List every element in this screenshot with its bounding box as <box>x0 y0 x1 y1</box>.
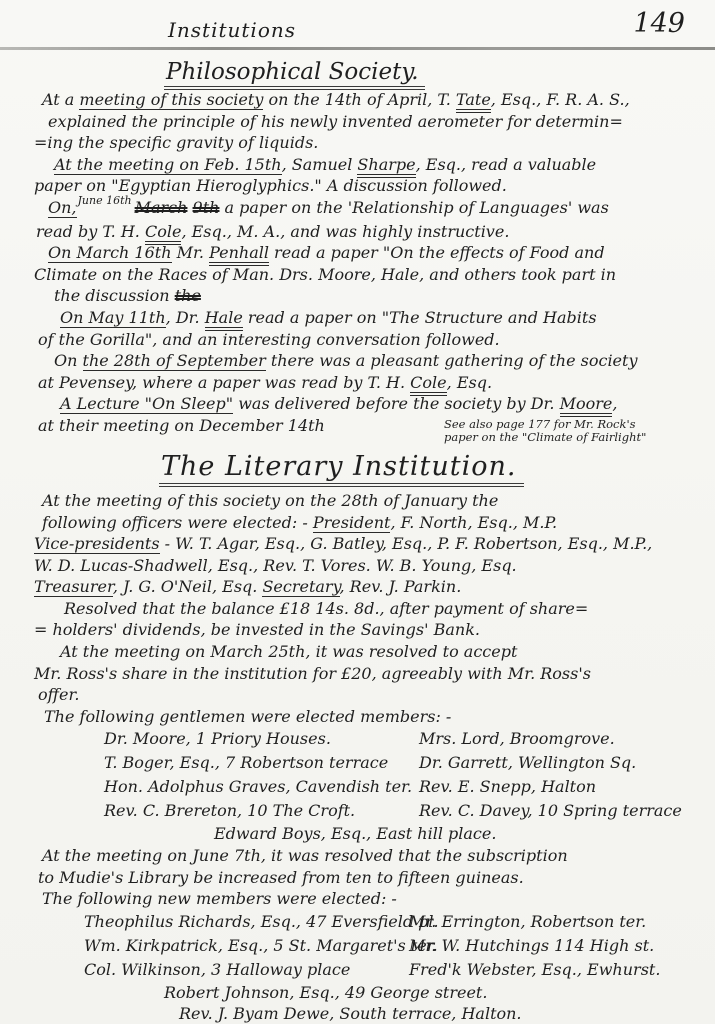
line-text <box>42 513 557 533</box>
margin-note <box>444 415 689 445</box>
handwritten-text: read a paper "On the effects of Food and <box>268 243 605 263</box>
manuscript-line <box>34 619 695 641</box>
handwritten-text: Penhall <box>209 243 269 266</box>
line-text <box>48 243 605 266</box>
member-row <box>34 934 695 958</box>
line-text <box>34 664 591 683</box>
member-entry-left: Dr. Moore, 1 Priory Houses. <box>104 729 331 749</box>
struck-text: March <box>134 197 188 217</box>
line-text <box>54 155 596 178</box>
handwritten-text: paper on "Egyptian Hieroglyphics." A discussion followed. <box>34 176 507 196</box>
line-text <box>38 330 500 349</box>
line-text <box>60 394 617 417</box>
handwritten-text: , Rev. J. Parkin. <box>339 577 462 597</box>
handwritten-text: was delivered before the society by Dr. <box>233 394 560 414</box>
handwritten-text: , Esq. <box>446 372 493 392</box>
handwritten-text: following officers were elected: - <box>42 512 313 532</box>
page-header <box>0 0 715 52</box>
manuscript-line <box>44 706 695 728</box>
handwritten-text: At the meeting on March 25th, it was resolved to accept <box>60 642 518 662</box>
member-entry-right: Fred'k Webster, Esq., Ewhurst. <box>409 959 661 979</box>
handwritten-text: On <box>54 351 83 371</box>
member-entry-left: Wm. Kirkpatrick, Esq., 5 St. Margaret's ter. <box>84 935 438 955</box>
handwritten-text: , Esq., M. A., and was highly instructive. <box>181 221 510 241</box>
manuscript-line <box>164 982 695 1004</box>
handwritten-text: A Lecture "On Sleep" <box>60 394 234 414</box>
handwritten-text: the discussion <box>54 286 175 306</box>
handwritten-text: , <box>612 394 618 414</box>
handwritten-text: at their meeting on December 14th <box>38 415 325 435</box>
line-text <box>179 1004 522 1023</box>
handwritten-text: At the meeting of this society on the 28th of January the <box>42 490 499 510</box>
handwritten-text: there was a pleasant gathering of the society <box>265 351 638 371</box>
handwritten-text: W. D. Lucas-Shadwell, Esq., Rev. T. Vores. W. B. Young, Esq. <box>34 555 517 575</box>
struck-text: the <box>174 286 201 306</box>
line-text <box>42 90 630 113</box>
manuscript-line <box>54 350 695 372</box>
manuscript-line <box>48 193 695 221</box>
manuscript-line <box>54 154 695 176</box>
handwritten-text: on the 14th of April, T. <box>263 90 456 109</box>
manuscript-line <box>42 512 695 534</box>
handwritten-text: Treasurer <box>34 577 113 597</box>
manuscript-line <box>42 845 695 867</box>
line-text <box>42 889 397 908</box>
manuscript-line <box>48 242 695 264</box>
manuscript-line <box>54 285 695 307</box>
manuscript-line <box>34 533 695 555</box>
line-text <box>164 983 487 1002</box>
handwritten-text: at Pevensey, where a paper was read by T. H. <box>38 372 411 392</box>
line-text <box>34 133 318 152</box>
handwritten-text: Cole <box>410 373 446 396</box>
handwritten-text: Climate on the Races of Man. Drs. Moore, Hale, and others took part in <box>34 264 617 284</box>
line-text <box>60 642 517 661</box>
handwritten-text: read by T. H. <box>36 221 145 241</box>
section-heading-row <box>164 59 695 85</box>
handwritten-text: Resolved that the balance £18 14s. 8d., after payment of share= <box>64 598 589 618</box>
handwritten-text: President <box>312 512 391 532</box>
line-text <box>48 193 609 217</box>
manuscript-line <box>60 641 695 663</box>
handwritten-text: offer. <box>38 685 80 705</box>
handwritten-text: , Esq., read a valuable <box>415 154 597 174</box>
handwritten-text: Robert Johnson, Esq., 49 George street. <box>164 982 488 1002</box>
manuscript-line <box>34 264 695 286</box>
handwritten-text: At the meeting on June 7th, it was resolved that the subscription <box>42 846 568 866</box>
line-text <box>38 373 492 396</box>
line-text <box>34 577 461 597</box>
handwritten-text: to Mudie's Library be increased from ten to fifteen guineas. <box>38 867 524 887</box>
manuscript-line <box>214 823 695 845</box>
line-text <box>38 415 325 437</box>
handwritten-text: read a paper on "The Structure and Habits <box>242 307 597 327</box>
line-text <box>42 491 498 510</box>
running-title: Institutions <box>168 18 297 42</box>
manuscript-line <box>34 132 695 154</box>
member-entry-left: Hon. Adolphus Graves, Cavendish ter. <box>104 777 413 797</box>
handwritten-text: , Dr. <box>165 307 205 327</box>
member-entry-right: Mr. Errington, Robertson ter. <box>409 911 647 931</box>
member-entry-left: Col. Wilkinson, 3 Halloway place <box>84 959 351 979</box>
handwritten-text: =ing the specific gravity of liquids. <box>34 133 319 153</box>
line-text <box>42 846 568 865</box>
member-entry-right: Mr. W. Hutchings 114 High st. <box>409 935 655 955</box>
handwritten-text: meeting of this society <box>79 90 264 109</box>
line-text <box>34 176 507 195</box>
member-row <box>34 775 695 799</box>
handwritten-text: Hale <box>205 308 243 331</box>
handwritten-text: explained the principle of his newly invented aerometer for determin= <box>48 111 623 131</box>
handwritten-text: On March 16th <box>48 243 172 263</box>
line-text <box>60 308 597 331</box>
margin-note-line: paper on the "Climate of Fairlight" <box>444 430 647 445</box>
handwritten-text: The following new members were elected: - <box>42 889 397 909</box>
member-entry-left: Rev. C. Brereton, 10 The Croft. <box>104 801 356 821</box>
inserted-date: June 16th <box>77 193 132 207</box>
handwritten-text: , Samuel <box>281 154 358 174</box>
handwritten-text: Cole <box>145 222 181 245</box>
member-row <box>34 799 695 823</box>
manuscript-line <box>48 111 695 133</box>
member-row <box>34 910 695 934</box>
handwritten-text: , J. G. O'Neil, Esq. <box>112 577 263 597</box>
manuscript-line <box>38 415 695 445</box>
manuscript-body <box>0 52 715 1024</box>
handwritten-text: Mr. Ross's share in the institution for £20, agreeably with Mr. Ross's <box>34 663 591 683</box>
member-row <box>34 751 695 775</box>
handwritten-text: , F. North, Esq., M.P. <box>390 512 558 532</box>
manuscript-line <box>36 221 695 243</box>
line-text <box>214 824 496 843</box>
member-row <box>34 727 695 751</box>
header-rule <box>0 47 715 50</box>
handwritten-text: of the Gorilla", and an interesting conversation followed. <box>38 329 500 349</box>
member-entry-left: Theophilus Richards, Esq., 47 Eversfield pl. <box>84 911 439 931</box>
section-heading-row <box>159 451 695 482</box>
handwritten-text: - W. T. Agar, Esq., G. Batley, Esq., P. F. Robertson, Esq., M.P., <box>159 534 653 554</box>
manuscript-line <box>42 490 695 512</box>
struck-text: 9th <box>192 197 220 217</box>
handwritten-text: At the meeting on Feb. 15th <box>54 154 282 174</box>
handwritten-text: On, <box>48 197 77 217</box>
line-text <box>34 265 616 284</box>
handwritten-text: Sharpe <box>357 155 415 178</box>
handwritten-text: The following gentlemen were elected members: - <box>44 706 452 726</box>
manuscript-line <box>34 555 695 577</box>
manuscript-line <box>42 888 695 910</box>
line-text <box>34 534 652 554</box>
line-text <box>44 707 451 726</box>
line-text <box>38 685 79 704</box>
manuscript-line <box>64 598 695 620</box>
manuscript-line <box>38 329 695 351</box>
handwritten-text: Vice-presidents <box>34 534 160 554</box>
handwritten-text: Moore <box>560 394 613 417</box>
line-text <box>54 351 638 371</box>
handwritten-text: Secretary <box>262 577 340 597</box>
member-entry-left: T. Boger, Esq., 7 Robertson terrace <box>104 753 389 773</box>
handwritten-text: On May 11th <box>60 307 166 327</box>
manuscript-line <box>34 663 695 685</box>
page-number: 149 <box>633 8 685 39</box>
manuscript-line <box>60 307 695 329</box>
manuscript-line <box>34 175 695 197</box>
handwritten-text: the 28th of September <box>82 351 266 371</box>
member-entry-right: Rev. E. Snepp, Halton <box>419 777 597 797</box>
member-entry-right: Mrs. Lord, Broomgrove. <box>419 729 615 749</box>
line-text <box>64 599 588 618</box>
manuscript-line <box>34 576 695 598</box>
handwritten-text: , Esq., F. R. A. S., <box>490 90 630 109</box>
handwritten-text: Tate <box>456 90 491 113</box>
handwritten-text: Mr. <box>171 243 210 263</box>
section-heading: The Literary Institution. <box>159 451 524 487</box>
manuscript-line <box>179 1003 695 1024</box>
manuscript-line <box>38 684 695 706</box>
section-heading: Philosophical Society. <box>164 59 425 90</box>
margin-note-line: See also page 177 for Mr. Rock's <box>444 416 636 431</box>
manuscript-line <box>60 393 695 415</box>
member-entry-right: Rev. C. Davey, 10 Spring terrace <box>419 801 682 821</box>
handwritten-text: Rev. J. Byam Dewe, South terrace, Halton. <box>179 1004 522 1024</box>
line-text <box>48 112 623 131</box>
handwritten-text: Edward Boys, Esq., East hill place. <box>214 824 497 844</box>
manuscript-line <box>42 89 695 111</box>
line-text <box>36 222 509 245</box>
manuscript-line <box>38 867 695 889</box>
line-text <box>38 868 524 887</box>
line-text <box>34 620 480 639</box>
manuscript-line <box>38 372 695 394</box>
handwritten-text: a paper on the 'Relationship of Languages' was <box>219 197 609 217</box>
handwritten-text: = holders' dividends, be invested in the Savings' Bank. <box>34 620 480 640</box>
member-row <box>34 958 695 982</box>
member-entry-right: Dr. Garrett, Wellington Sq. <box>419 753 637 773</box>
line-text <box>54 286 201 305</box>
line-text <box>34 556 517 575</box>
handwritten-text: At a <box>42 90 80 109</box>
